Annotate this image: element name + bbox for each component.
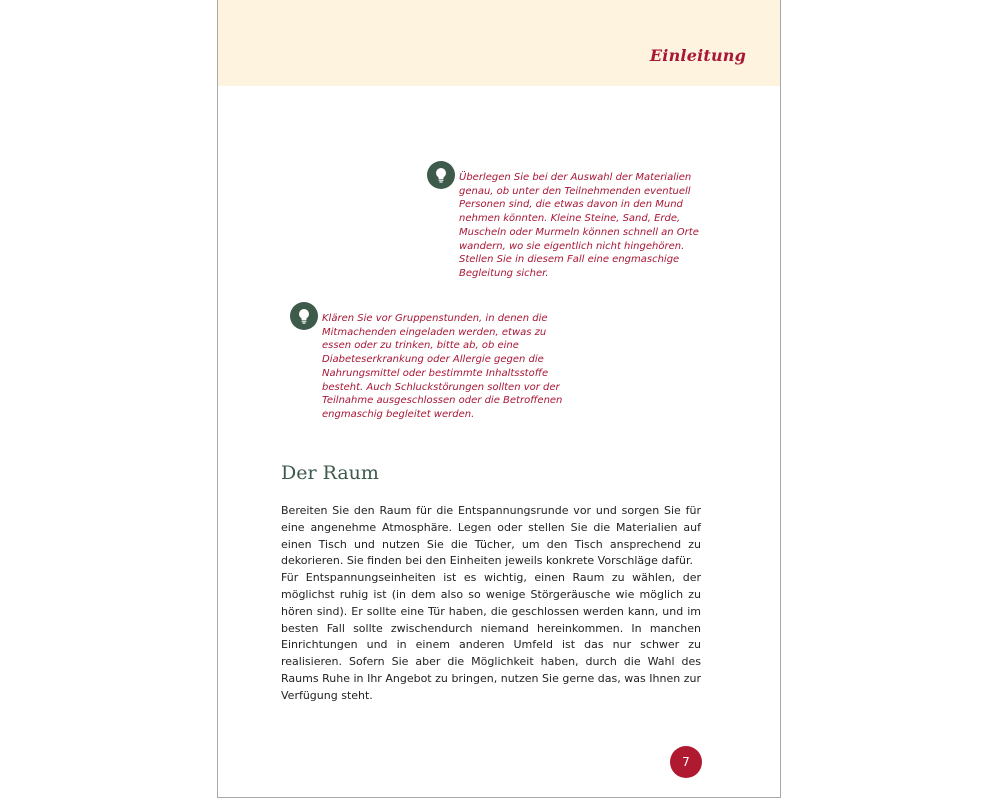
lightbulb-icon <box>427 161 455 189</box>
tip-text: Überlegen Sie bei der Auswahl der Materialien genau, ob unter den Teilnehmenden eventuell Personen sind, die etwas davon in den Mund nehmen könnten. Kleine Steine, Sand, Erde, Muscheln oder Murmeln können schnell an Orte wandern, wo sie eigentlich nicht hingehören. Stellen Sie in diesem Fall eine engmaschige Begleitung sicher. <box>459 172 699 279</box>
page-number-badge: 7 <box>670 746 702 778</box>
section-title: Einleitung <box>649 46 746 65</box>
page-header <box>218 0 780 86</box>
lightbulb-icon <box>290 302 318 330</box>
paragraph: Für Entspannungseinheiten ist es wichtig, einen Raum zu wählen, der möglichst ruhig ist (in dem also so wenige Störgeräusche wie möglich zu hören sind). Er sollte eine Tür haben, die geschlossen werden kann, und im besten Fall sollte zwischendurch niemand hereinkommen. In manchen Einrichtungen und in einem anderen Umfeld ist das nur schwer zu realisieren. Sofern Sie aber die Möglichkeit haben, durch die Wahl des Raums Ruhe in Ihr Angebot zu bringen, nutzen Sie gerne das, was Ihnen zur Verfügung steht. <box>281 571 701 702</box>
body-text <box>281 503 701 705</box>
tip-text: Klären Sie vor Gruppenstunden, in denen die Mitmachenden eingeladen werden, etwas zu essen oder zu trinken, bitte ab, ob eine Diabeteserkrankung oder Allergie gegen die Nahrungsmittel oder bestimmte Inhaltsstoffe besteht. Auch Schluckstörungen sollten vor der Teilnahme ausgeschlossen oder die Betroffenen engmaschig begleitet werden. <box>322 313 563 420</box>
section-heading: Der Raum <box>281 462 379 484</box>
paragraph: Bereiten Sie den Raum für die Entspannungsrunde vor und sorgen Sie für eine angenehme Atmosphäre. Legen oder stellen Sie die Materialien auf einen Tisch und nutzen Sie die Tücher, um den Tisch ansprechend zu dekorieren. Sie finden bei den Einheiten jeweils konkrete Vorschläge dafür. <box>281 504 701 568</box>
book-page <box>217 0 781 798</box>
